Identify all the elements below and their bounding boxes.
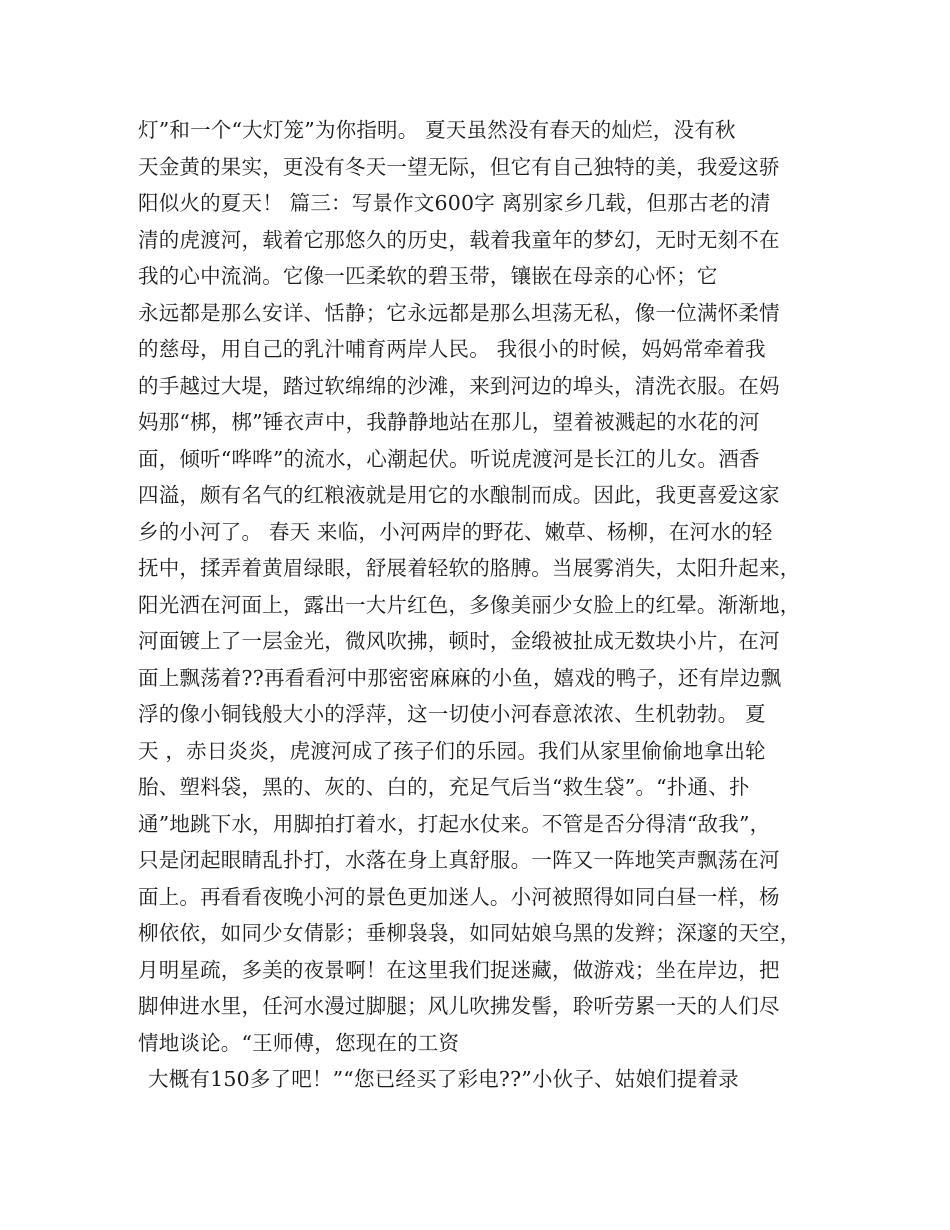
- text-line: 四溢，颇有名气的红粮液就是用它的水酿制而成。因此，我更喜爱这家: [138, 483, 780, 507]
- text-line: 阳似火的夏天！ 篇三：写景作文600字 离别家乡几载，但那古老的清: [138, 191, 771, 215]
- text-line: 面，倾听“哗哗”的流水，心潮起伏。听说虎渡河是长江的儿女。酒香: [138, 446, 760, 471]
- text-line: 大概有150多了吧！”“您已经买了彩电??”小伙子、姑娘们提着录: [148, 1067, 739, 1091]
- text-line: 天 ，赤日炎炎，虎渡河成了孩子们的乐园。我们从家里偷偷地拿出轮: [138, 738, 766, 763]
- text-line: 胎、塑料袋，黑的、灰的、白的，充足气后当“救生袋”。“扑通、扑: [138, 775, 750, 799]
- text-line: 浮的像小铜钱般大小的浮萍，这一切使小河春意浓浓、生机勃勃。 夏: [138, 702, 766, 726]
- text-line: 河面镀上了一层金光，微风吹拂，顿时，金缎被扯成无数块小片，在河: [138, 629, 780, 653]
- text-line: 的慈母，用自己的乳汁哺育两岸人民。 我很小的时候，妈妈常牵着我: [138, 337, 766, 361]
- text-line: 脚伸进水里，任河水漫过脚腿；风儿吹拂发髻，聆听劳累一天的人们尽: [138, 994, 780, 1018]
- text-line: 通”地跳下水，用脚拍打着水，打起水仗来。不管是否分得清“敌我”，: [138, 811, 771, 836]
- text-line: 只是闭起眼睛乱扑打，水落在身上真舒服。一阵又一阵地笑声飘荡在河: [138, 848, 780, 872]
- text-line: 柳依依，如同少女倩影；垂柳袅袅，如同姑娘乌黑的发辫；深邃的天空，: [138, 921, 801, 945]
- text-line: 乡的小河了。 春天 来临，小河两岸的野花、嫩草、杨柳，在河水的轻: [138, 519, 773, 544]
- text-line: 天金黄的果实，更没有冬天一望无际，但它有自己独特的美，我爱这骄: [138, 154, 780, 179]
- document-text-body: [138, 112, 828, 1098]
- text-line: 永远都是那么安详、恬静；它永远都是那么坦荡无私，像一位满怀柔情: [138, 300, 780, 325]
- text-line: 妈那“梆，梆”锤衣声中，我静静地站在那儿，望着被溅起的水花的河: [138, 410, 760, 434]
- text-line: 面上。再看看夜晚小河的景色更加迷人。小河被照得如同白昼一样，杨: [138, 884, 780, 909]
- text-line: 清的虎渡河，载着它那悠久的历史，载着我童年的梦幻，无时无刻不在: [138, 227, 780, 252]
- text-line: 灯”和一个“大灯笼”为你指明。 夏天虽然没有春天的灿烂，没有秋: [138, 118, 736, 142]
- text-line: 的手越过大堤，踏过软绵绵的沙滩，来到河边的埠头，清洗衣服。在妈: [138, 373, 780, 398]
- text-line: 月明星疏，多美的夜景啊！在这里我们捉迷藏，做游戏；坐在岸边，把: [138, 957, 780, 982]
- text-line: 抚中，揉弄着黄眉绿眼，舒展着轻软的胳膊。当展雾消失，太阳升起来，: [138, 556, 801, 580]
- text-line: 阳光洒在河面上，露出一大片红色，多像美丽少女脸上的红晕。渐渐地，: [138, 592, 801, 617]
- text-line: 面上飘荡着??再看看河中那密密麻麻的小鱼，嬉戏的鸭子，还有岸边飘: [138, 665, 782, 690]
- text-line: 情地谈论。“王师傅，您现在的工资: [138, 1030, 460, 1055]
- text-line: 我的心中流淌。它像一匹柔软的碧玉带，镶嵌在母亲的心怀；它: [138, 264, 718, 288]
